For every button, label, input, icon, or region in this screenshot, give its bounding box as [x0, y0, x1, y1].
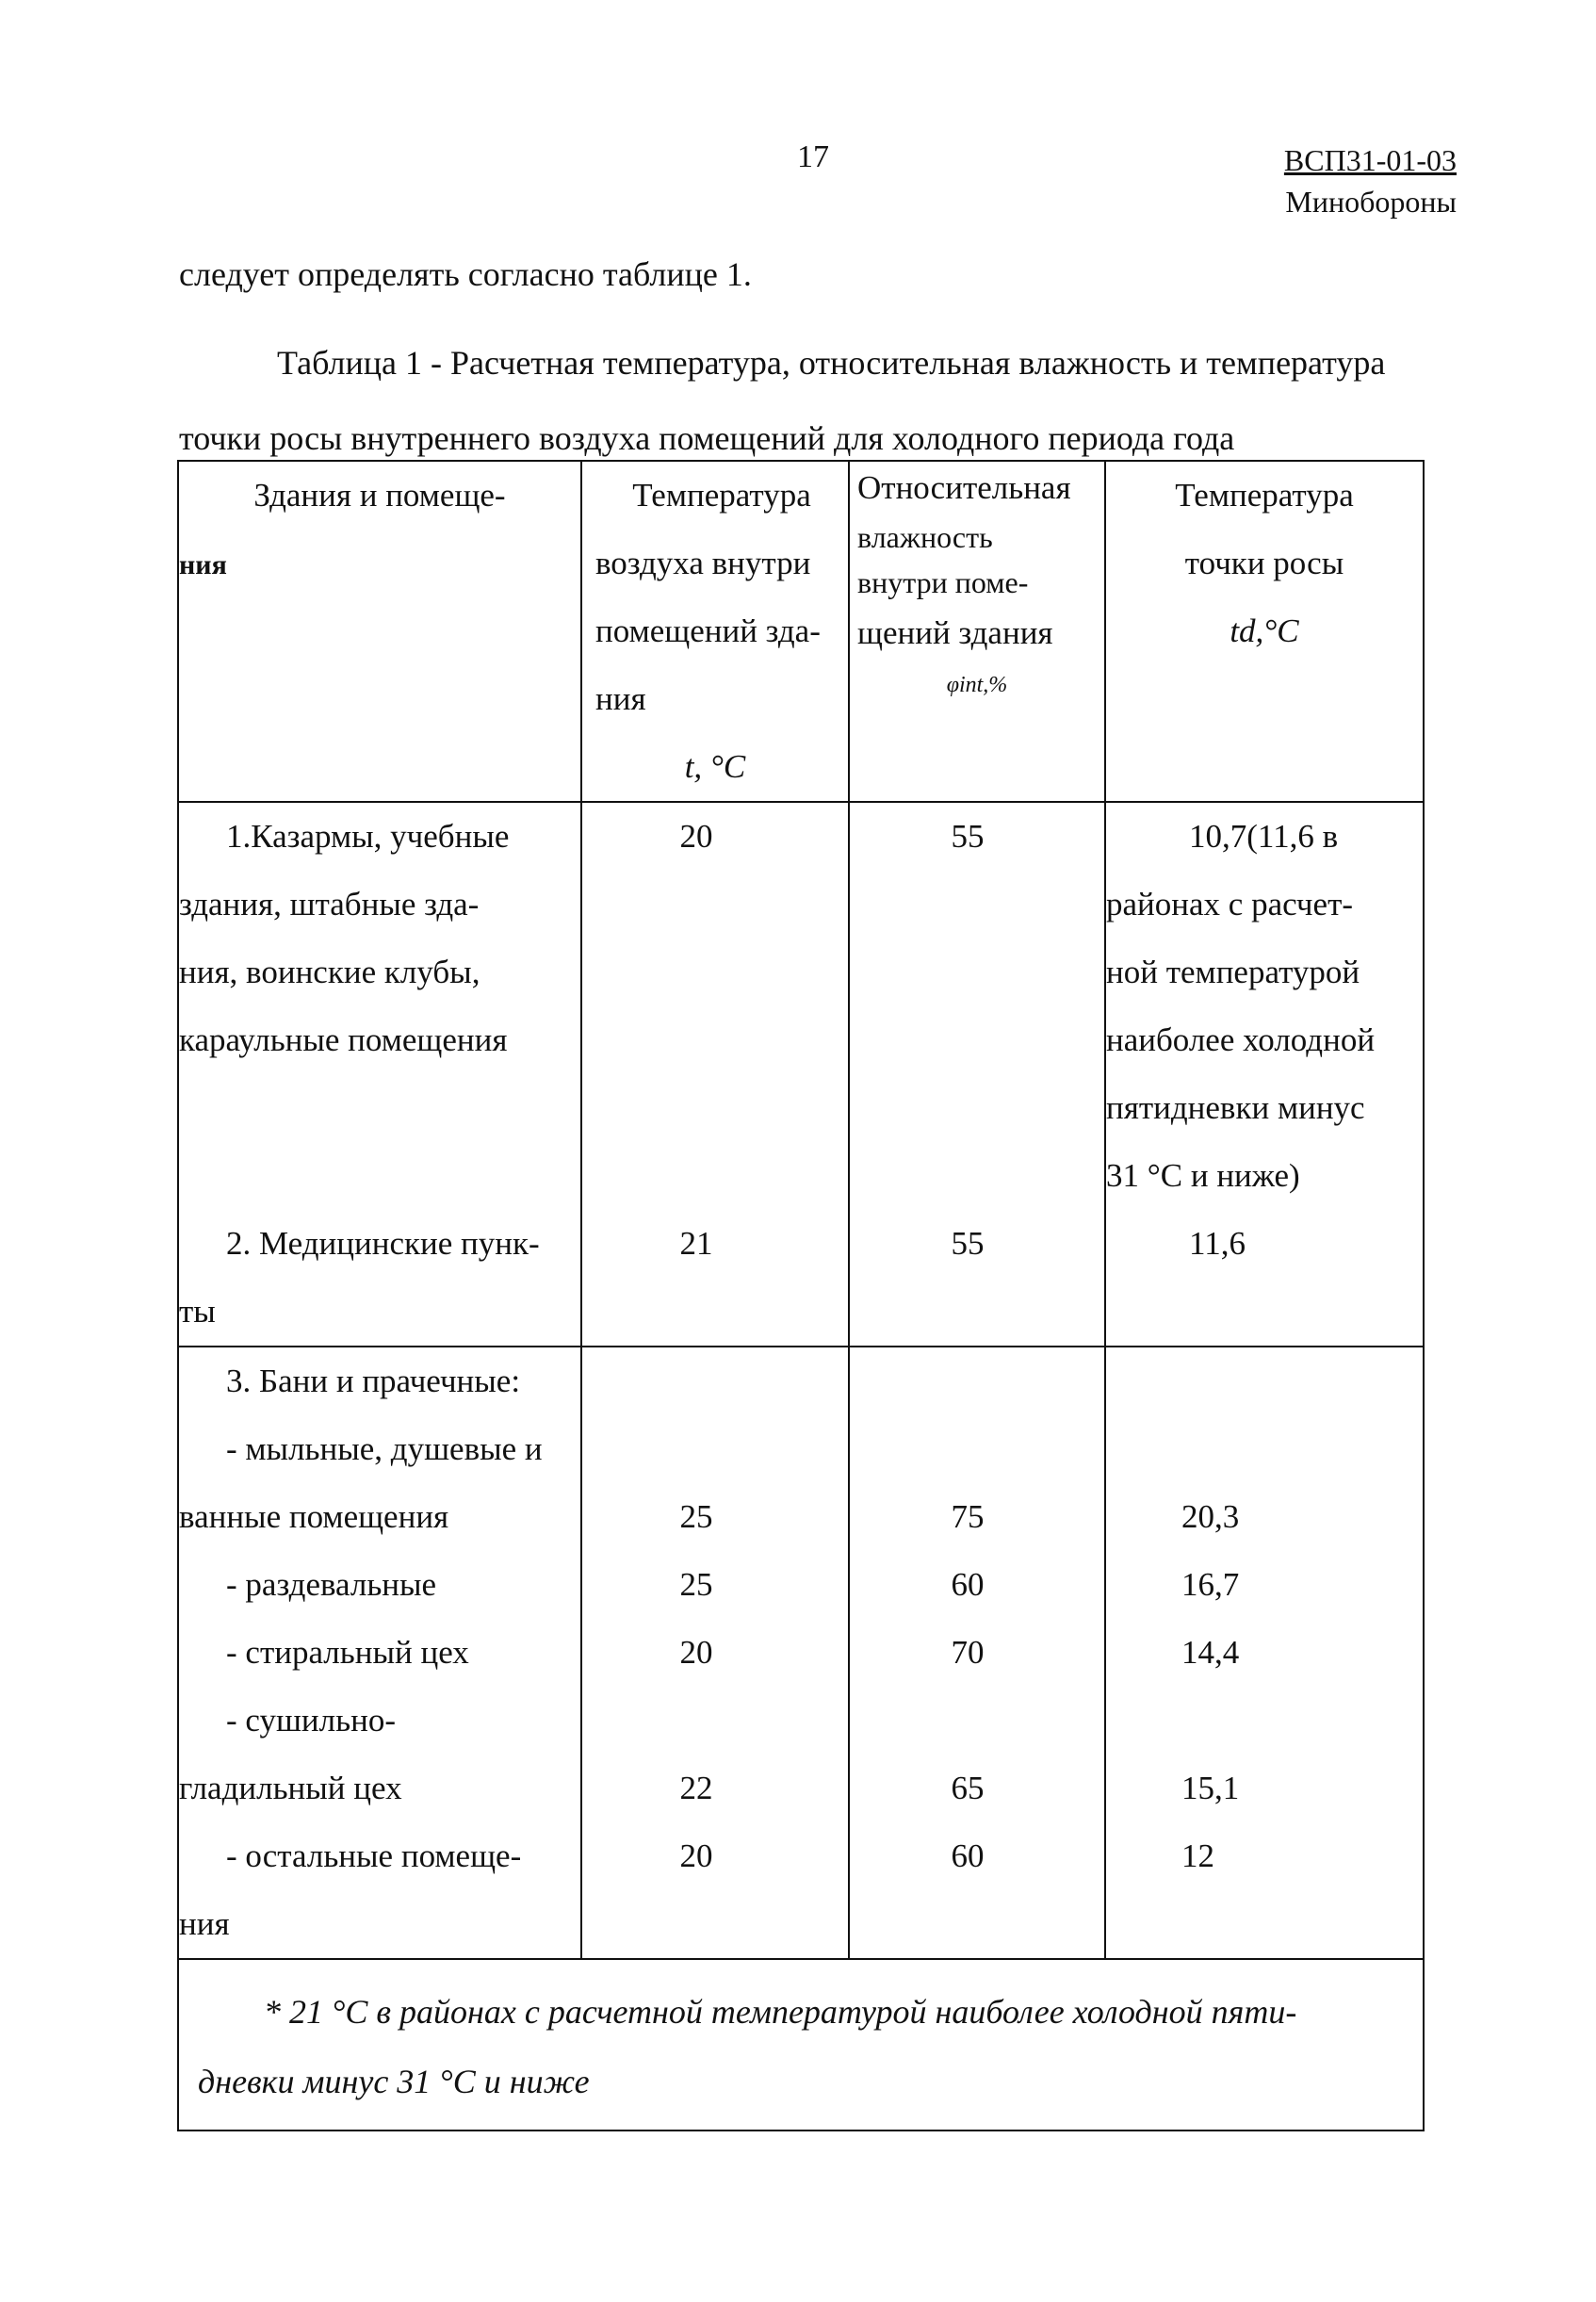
spacer	[1106, 1347, 1423, 1415]
header-humidity-line2: влажность	[857, 520, 993, 554]
document-code-line1: ВСП31-01-03	[1283, 143, 1457, 177]
row3-item1-dew: 20,3	[1181, 1498, 1240, 1535]
footnote-line2: дневки минус 31 °С и ниже	[198, 2063, 590, 2100]
intro-text: следует определять согласно таблице 1.	[179, 255, 752, 293]
row3-item4-dew: 15,1	[1181, 1770, 1240, 1806]
footnote-line1: * 21 °С в районах с расчетной температурой наиболее холодной пяти-	[264, 1993, 1297, 2031]
table-caption-line1: Таблица 1 - Расчетная температура, относительная влажность и температура	[277, 344, 1386, 382]
row1-name-line3: ния, воинские клубы,	[179, 954, 480, 990]
spacer	[850, 939, 1104, 1006]
header-dew-line2: точки росы	[1184, 545, 1344, 581]
row2-dew-value: 11,6	[1189, 1225, 1246, 1262]
header-temperature	[581, 461, 849, 802]
row1-name	[178, 802, 581, 1347]
row1-dew-line1: 10,7(11,6 в	[1189, 818, 1339, 855]
row1-humidity	[849, 802, 1105, 1347]
row1-name-spacer	[179, 1074, 580, 1142]
row1-temp	[581, 802, 849, 1347]
header-temperature-line2: воздуха внутри	[595, 545, 811, 581]
header-humidity-line3: внутри поме-	[857, 565, 1029, 599]
spacer	[582, 1006, 848, 1074]
table-footnote-row	[178, 1959, 1424, 2131]
spacer	[582, 1415, 848, 1483]
spacer	[850, 1890, 1104, 1958]
spacer	[1106, 1687, 1423, 1755]
spacer	[582, 1347, 848, 1415]
header-temperature-line3: помещений зда-	[595, 612, 821, 649]
header-buildings-line1: Здания и помеще-	[253, 477, 506, 514]
spacer	[850, 1142, 1104, 1210]
header-dew-point	[1105, 461, 1424, 802]
spacer	[850, 1074, 1104, 1142]
row3-item5-line2: ния	[179, 1905, 230, 1942]
row1-name-line2: здания, штабные зда-	[179, 886, 480, 922]
row1-humidity-value: 55	[951, 818, 985, 855]
row1-name-line1: 1.Казармы, учебные	[226, 818, 510, 855]
row1-name-spacer2	[179, 1142, 580, 1210]
spacer	[850, 1687, 1104, 1755]
row3-item2-temp: 25	[679, 1566, 713, 1603]
spacer	[582, 1074, 848, 1142]
row3-item2-humidity: 60	[951, 1566, 985, 1603]
row3-item3-label: - стиральный цех	[226, 1634, 469, 1671]
header-humidity	[849, 461, 1105, 802]
row1-dew-line6: 31 °С и ниже)	[1106, 1157, 1300, 1194]
row3-item3-temp: 20	[679, 1634, 713, 1671]
row3-title: 3. Бани и прачечные:	[226, 1363, 521, 1399]
header-buildings	[178, 461, 581, 802]
table-caption	[179, 325, 1470, 476]
row3-name	[178, 1347, 581, 1959]
row3-dew	[1105, 1347, 1424, 1959]
spacer	[582, 871, 848, 939]
table-header-row	[178, 461, 1424, 802]
row3-item1-line1: - мыльные, душевые и	[226, 1430, 543, 1467]
row3-item4-line1: - сушильно-	[226, 1702, 396, 1739]
spacer	[1106, 1278, 1423, 1346]
row1-dew	[1105, 802, 1424, 1347]
table-caption-line2: точки росы внутреннего воздуха помещений для холодного периода года	[179, 419, 1235, 457]
header-temperature-unit: t, °С	[684, 748, 746, 785]
row3-item3-humidity: 70	[951, 1634, 985, 1671]
spacer	[850, 1415, 1104, 1483]
row3-item5-temp: 20	[679, 1837, 713, 1874]
row3-item1-humidity: 75	[951, 1498, 985, 1535]
spacer	[850, 871, 1104, 939]
row1-temp-value: 20	[679, 818, 713, 855]
page-number: 17	[797, 139, 829, 174]
row2-name-line2: ты	[179, 1293, 216, 1330]
spacer	[582, 1890, 848, 1958]
data-table	[177, 460, 1425, 2131]
header-humidity-line4: щений здания	[857, 614, 1053, 651]
document-code	[1284, 139, 1457, 222]
spacer	[582, 1687, 848, 1755]
row3-item3-dew: 14,4	[1181, 1634, 1240, 1671]
row2-temp-value: 21	[679, 1225, 713, 1262]
row1-name-line4: караульные помещения	[179, 1021, 508, 1058]
row3-item5-humidity: 60	[951, 1837, 985, 1874]
table-row-1	[178, 802, 1424, 1347]
row3-humidity	[849, 1347, 1105, 1959]
row3-temp	[581, 1347, 849, 1959]
header-humidity-unit: φint,%	[946, 673, 1008, 697]
row3-item2-label: - раздевальные	[226, 1566, 437, 1603]
footnote	[178, 1959, 1424, 2131]
spacer	[582, 939, 848, 1006]
row3-item5-dew: 12	[1181, 1837, 1214, 1874]
header-dew-line1: Температура	[1175, 477, 1354, 514]
row3-item4-humidity: 65	[951, 1770, 985, 1806]
document-code-line2: Минобороны	[1285, 185, 1457, 219]
row2-humidity-value: 55	[951, 1225, 985, 1262]
header-humidity-line1: Относительная	[857, 469, 1071, 506]
spacer	[850, 1347, 1104, 1415]
spacer	[1106, 1415, 1423, 1483]
header-temperature-line1: Температура	[632, 477, 811, 514]
row1-dew-line5: пятидневки минус	[1106, 1089, 1365, 1126]
row1-dew-line4: наиболее холодной	[1106, 1021, 1376, 1058]
row3-item2-dew: 16,7	[1181, 1566, 1240, 1603]
header-dew-unit: td,°С	[1230, 612, 1299, 649]
row3-item1-line2: ванные помещения	[179, 1498, 449, 1535]
table-row-3	[178, 1347, 1424, 1959]
row3-item5-line1: - остальные помеще-	[226, 1837, 522, 1874]
row2-name-line1: 2. Медицинские пунк-	[226, 1225, 540, 1262]
header-buildings-line2: ния	[179, 549, 227, 580]
spacer	[850, 1006, 1104, 1074]
row3-item4-line2: гладильный цех	[179, 1770, 402, 1806]
row1-dew-line3: ной температурой	[1106, 954, 1360, 990]
row1-dew-line2: районах с расчет-	[1106, 886, 1354, 922]
row3-item1-temp: 25	[679, 1498, 713, 1535]
row3-item4-temp: 22	[679, 1770, 713, 1806]
spacer	[1106, 1890, 1423, 1958]
spacer	[582, 1142, 848, 1210]
header-temperature-line4: ния	[595, 680, 646, 717]
